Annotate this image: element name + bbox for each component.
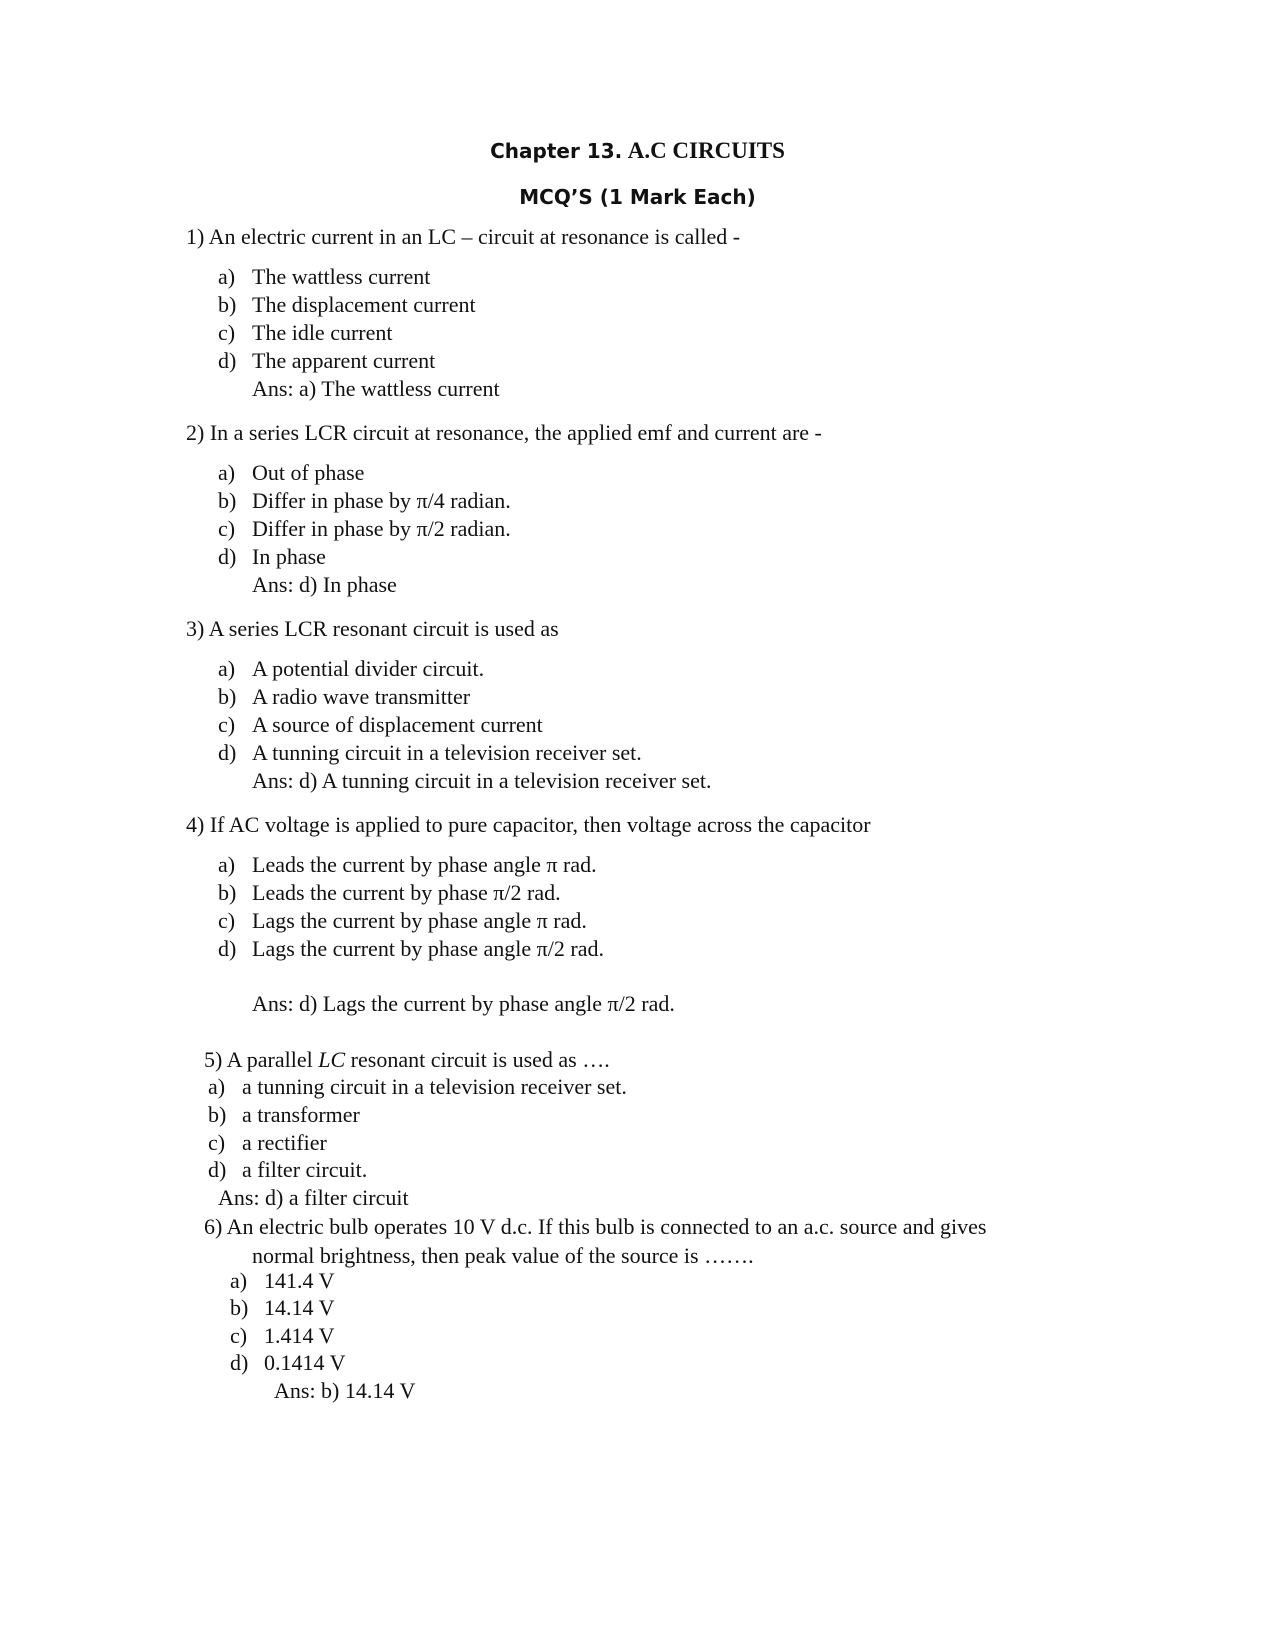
option-1c: c) The idle current	[218, 320, 393, 345]
answer-4: Ans: d) Lags the current by phase angle π/2 rad.	[252, 991, 675, 1016]
answer-1: Ans: a) The wattless current	[252, 376, 500, 401]
answer-2: Ans: d) In phase	[252, 572, 397, 597]
option-1a: a) The wattless current	[218, 264, 431, 289]
option-6a: a) 141.4 V	[230, 1268, 335, 1293]
option-4b: b) Leads the current by phase π/2 rad.	[218, 880, 561, 905]
option-4a: a) Leads the current by phase angle π rad.	[218, 852, 597, 877]
option-2a: a) Out of phase	[218, 460, 365, 485]
option-3b: b) A radio wave transmitter	[218, 684, 471, 709]
option-1b: b) The displacement current	[218, 292, 476, 317]
lc-italic: LC	[318, 1047, 346, 1072]
option-3a: a) A potential divider circuit.	[218, 656, 485, 681]
option-3c: c) A source of displacement current	[218, 712, 543, 737]
option-5d: d) a filter circuit.	[208, 1157, 368, 1182]
answer-5: Ans: d) a filter circuit	[218, 1185, 409, 1210]
option-6d: d) 0.1414 V	[230, 1350, 346, 1375]
question-6: 6) An electric bulb operates 10 V d.c. If this bulb is connected to an a.c. source and gives normal brightness, then peak value of the source is …….	[204, 1214, 987, 1268]
answer-6: Ans: b) 14.14 V	[274, 1378, 416, 1403]
question-3: 3) A series LCR resonant circuit is used as	[186, 616, 559, 641]
question-4: 4) If AC voltage is applied to pure capacitor, then voltage across the capacitor	[186, 812, 871, 837]
option-6c: c) 1.414 V	[230, 1323, 335, 1348]
option-1d: d) The apparent current	[218, 348, 436, 373]
chapter-title	[0, 138, 1275, 164]
option-2c: c) Differ in phase by π/2 radian.	[218, 516, 511, 541]
option-3d: d) A tunning circuit in a television receiver set.	[218, 740, 642, 765]
question-1: 1) An electric current in an LC – circuit at resonance is called -	[186, 224, 741, 249]
option-2b: b) Differ in phase by π/4 radian.	[218, 488, 511, 513]
option-6b: b) 14.14 V	[230, 1295, 335, 1320]
chapter-name: A.C CIRCUITS	[627, 138, 785, 163]
section-title: MCQ’S (1 Mark Each)	[519, 185, 756, 209]
option-5b: b) a transformer	[208, 1102, 360, 1127]
question-5: 5) A parallel LC resonant circuit is used as ….	[204, 1047, 610, 1072]
option-2d: d) In phase	[218, 544, 326, 569]
option-5c: c) a rectifier	[208, 1130, 327, 1155]
chapter-number: Chapter 13.	[490, 139, 623, 163]
question-2: 2) In a series LCR circuit at resonance, the applied emf and current are -	[186, 420, 822, 445]
answer-3: Ans: d) A tunning circuit in a television receiver set.	[252, 768, 712, 793]
option-4d: d) Lags the current by phase angle π/2 rad.	[218, 936, 604, 961]
option-5a: a) a tunning circuit in a television receiver set.	[208, 1074, 627, 1099]
option-4c: c) Lags the current by phase angle π rad.	[218, 908, 587, 933]
